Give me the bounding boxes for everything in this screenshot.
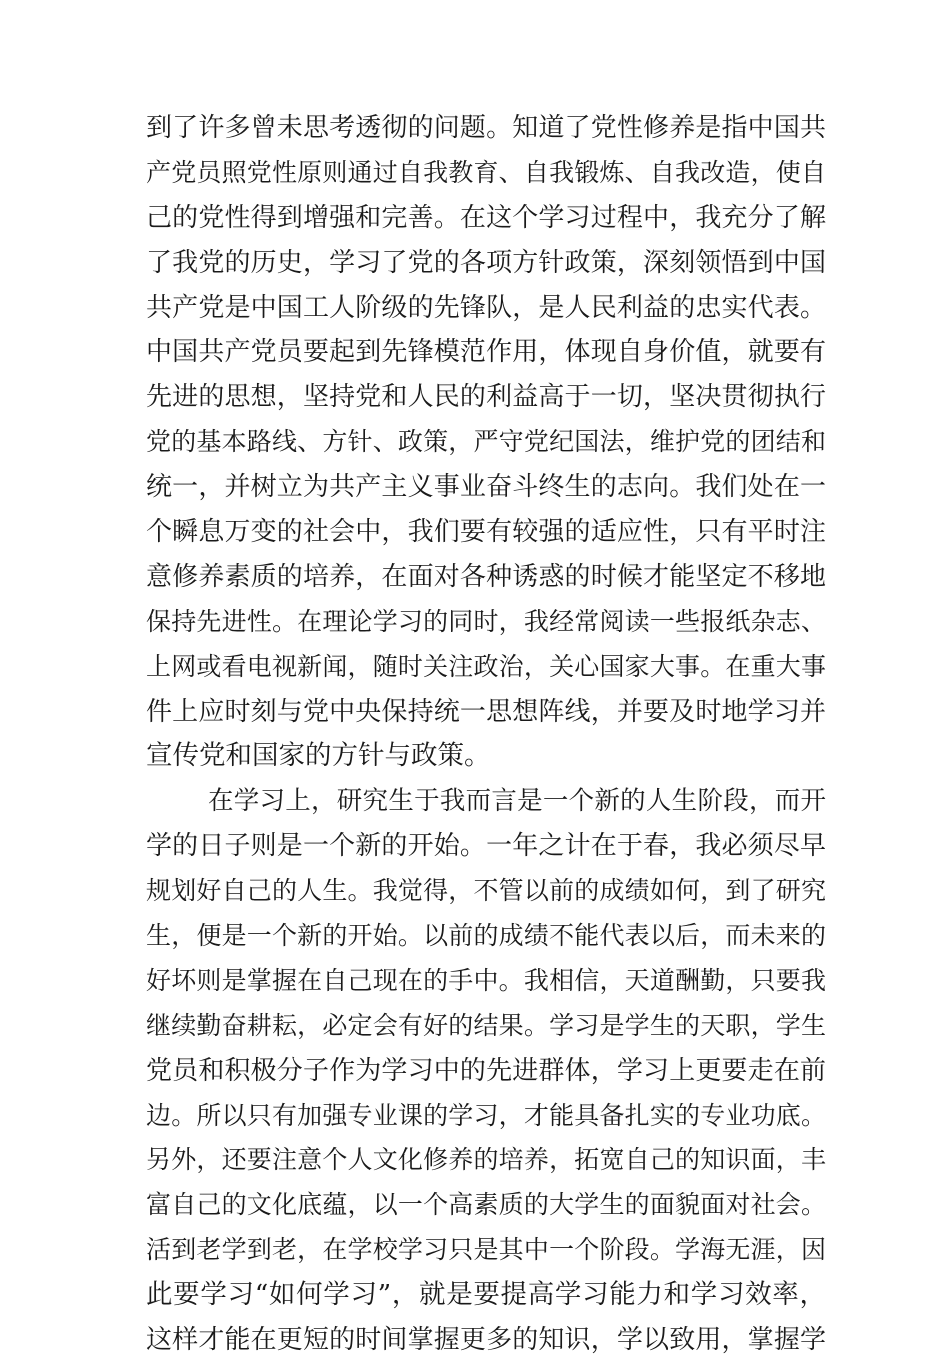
document-body (146, 106, 826, 1363)
text-line: 上网或看电视新闻，随时关注政治，关心国家大事。在重大事 (146, 651, 826, 681)
text-line: 在学习上，研究生于我而言是一个新的人生阶段，而开 (208, 786, 826, 817)
text-line: 学的日子则是一个新的开始。一年之计在于春，我必须尽早 (146, 831, 826, 862)
text-line: 保持先进性。在理论学习的同时，我经常阅读一些报纸杂志、 (146, 606, 826, 636)
text-line: 此要学习“如何学习”，就是要提高学习能力和学习效率， (146, 1279, 826, 1311)
text-line: 统一，并树立为共产主义事业奋斗终生的志向。我们处在一 (146, 472, 826, 503)
text-line: 活到老学到老，在学校学习只是其中一个阶段。学海无涯，因 (146, 1235, 826, 1265)
text-line: 己的党性得到增强和完善。在这个学习过程中，我充分了解 (146, 202, 826, 233)
text-line: 边。所以只有加强专业课的学习，才能具备扎实的专业功底。 (146, 1100, 826, 1130)
text-line: 继续勤奋耕耘，必定会有好的结果。学习是学生的天职，学生 (146, 1010, 826, 1040)
text-line: 到了许多曾未思考透彻的问题。知道了党性修养是指中国共 (146, 113, 826, 143)
text-line: 了我党的历史，学习了党的各项方针政策，深刻领悟到中国 (146, 247, 826, 278)
text-line: 党员和积极分子作为学习中的先进群体，学习上更要走在前 (146, 1055, 826, 1086)
text-line: 党的基本路线、方针、政策，严守党纪国法，维护党的团结和 (146, 427, 826, 457)
paragraph (146, 779, 826, 1363)
text-line: 产党员照党性原则通过自我教育、自我锻炼、自我改造，使自 (146, 157, 826, 187)
text-line: 个瞬息万变的社会中，我们要有较强的适应性，只有平时注 (146, 517, 826, 548)
paragraph (146, 106, 826, 779)
text-line: 生，便是一个新的开始。以前的成绩不能代表以后，而未来的 (146, 921, 826, 951)
text-line: 中国共产党员要起到先锋模范作用，体现自身价值，就要有 (146, 337, 826, 368)
text-line: 件上应时刻与党中央保持统一思想阵线，并要及时地学习并 (146, 696, 826, 727)
text-line: 好坏则是掌握在自己现在的手中。我相信，天道酬勤，只要我 (146, 965, 826, 995)
text-line: 富自己的文化底蕴，以一个高素质的大学生的面貌面对社会。 (146, 1190, 826, 1220)
text-line: 规划好自己的人生。我觉得，不管以前的成绩如何，到了研究 (146, 876, 826, 906)
text-line: 另外，还要注意个人文化修养的培养，拓宽自己的知识面，丰 (146, 1145, 826, 1175)
text-line: 这样才能在更短的时间掌握更多的知识，学以致用，掌握学 (146, 1325, 826, 1356)
text-line: 意修养素质的培养，在面对各种诱惑的时候才能坚定不移地 (146, 561, 826, 592)
text-line: 先进的思想，坚持党和人民的利益高于一切，坚决贯彻执行 (146, 382, 826, 413)
text-line: 宣传党和国家的方针与政策。 (146, 740, 491, 772)
text-line: 共产党是中国工人阶级的先锋队，是人民利益的忠实代表。 (146, 292, 826, 323)
